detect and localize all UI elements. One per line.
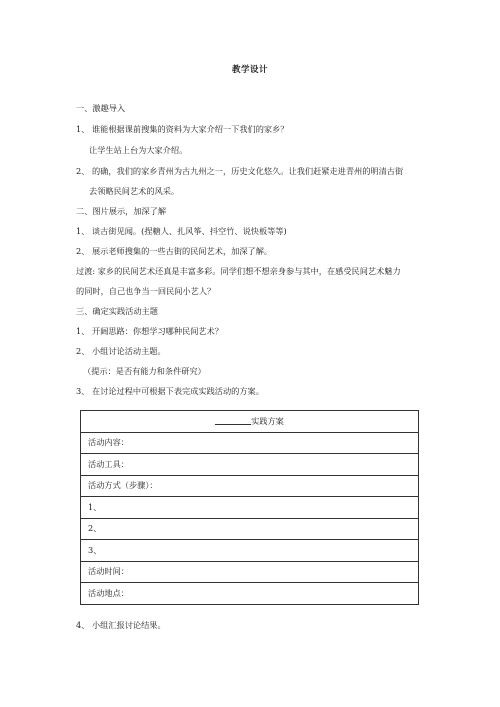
table-cell: 活动工具： [81,454,419,476]
section-1-item-2-line-2: 去领略民间艺术的风采。 [89,186,180,196]
table-header-label: 实践方案 [251,416,284,427]
table-cell: 活动内容： [81,432,419,454]
section-3-item-1: 1、 开阔思路：你想学习哪种民间艺术？ [76,326,223,336]
section-3-item-2: 2、 小组讨论活动主题。 [76,346,166,356]
transition-line-1: 过渡: 家乡的民间艺术还真是丰富多彩。同学们想不想亲身参与其中，在感受民间艺术魅力 [76,266,401,276]
section-1-item-1-note: 让学生站上台为大家介绍。 [89,145,188,155]
table-row [81,454,419,476]
table-row [81,497,419,519]
table-row [81,561,419,583]
table-row [81,583,419,605]
section-1-heading: 一、激趣导入 [76,103,126,113]
section-1-item-2-line-1: 2、 的确，我们的家乡青州为古九州之一，历史文化悠久。让我们赶紧走进青州的明清古街 [76,166,404,176]
table-row [81,432,419,454]
table-row [81,475,419,497]
table-row [81,540,419,562]
section-2-heading: 二、图片展示，加深了解 [76,206,167,216]
section-3-heading: 三、确定实践活动主题 [76,306,158,316]
table-cell: 1、 [81,497,419,519]
document-title: 教学设计 [231,65,268,75]
section-3-item-2-hint: （提示：是否有能力和条件研究） [83,366,206,376]
practice-plan-table [80,410,419,605]
section-3-item-3: 3、 在讨论过程中可根据下表完成实践活动的方案。 [76,386,264,396]
section-2-item-2: 2、 展示老师搜集的一些古街的民间艺术，加深了解。 [76,246,273,256]
fill-in-blank-line [215,415,251,425]
table-cell: 3、 [81,540,419,562]
table-cell: 活动地点： [81,583,419,605]
section-1-item-1: 1、 谁能根据课前搜集的资料为大家介绍一下我们的家乡？ [76,124,289,134]
table-cell: 活动方式（步骤）： [81,475,419,497]
table-cell: 活动时间： [81,561,419,583]
transition-line-2: 的同时，自己也争当一回民间小艺人？ [76,286,216,296]
section-2-item-1: 1、 谈古街见闻。(捏糖人、扎风筝、抖空竹、说快板等等) [76,226,287,236]
table-cell: 2、 [81,518,419,540]
table-header-cell [81,411,419,433]
section-3-item-4: 4、 小组汇报讨论结果。 [76,620,166,630]
table-row [81,518,419,540]
table-header-row [81,411,419,433]
